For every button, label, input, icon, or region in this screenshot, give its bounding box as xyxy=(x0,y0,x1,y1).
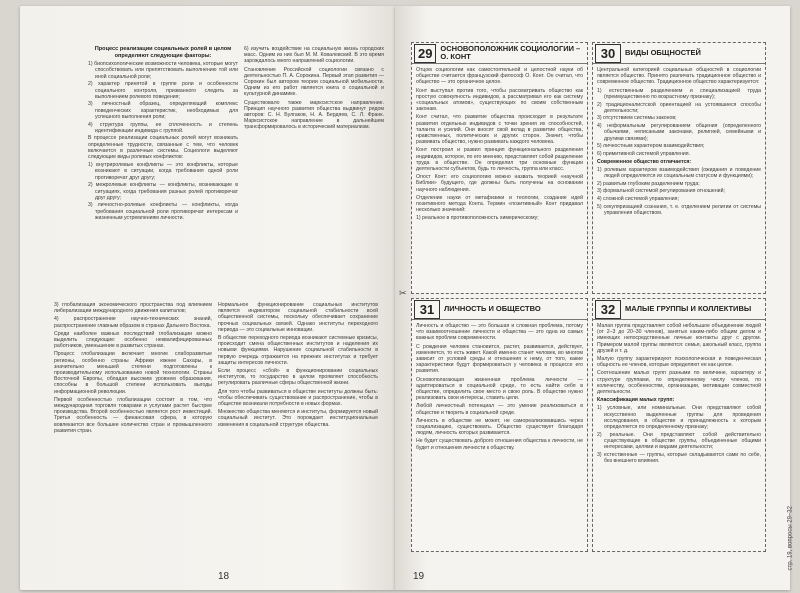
paragraph: Процесс глобализации включает многие слаборазвитые регионы, особенно страны Африки южнее Сахары, в значительно меньшей степени подготовлены к производительному использованию новой технологии. Страны Восточной Европы, обладая высоким уровнем образования, способны в большой степени использовать выгоды информационной революции. xyxy=(54,351,212,395)
list-item: 5) секуляризацией сознания, т. е. отделением религии от системы управления обществом. xyxy=(597,203,761,217)
paragraph: Не будет существовать доброго отношения общества к личности, не будет и отношения личности к обществу. xyxy=(416,438,583,451)
list-item: 3) формальной системой регулирования отношений; xyxy=(597,188,725,195)
paragraph: Отделение науки от метафизики и теологии, создание идей позитивного метода Конта. Термин «позитивный» Конт придавал несколько значений: xyxy=(416,194,583,214)
factors-heading: Процесс реализации социальных ролей в целом определяют следующие факторы: xyxy=(94,46,232,59)
section-number: 29 xyxy=(414,44,436,63)
list-item: 1) реальное в противоположность химерическому; xyxy=(416,215,539,222)
list-item: 1) условные, или номинальные. Они представляют собой искусственно выделенные группы для проведения исследования, в обществе и принадлежность к которым определяется по определенному признаку; xyxy=(597,405,761,431)
list-item: 4) сложной системой управления; xyxy=(597,196,679,203)
subheading: Современное общество отличается: xyxy=(597,158,692,165)
paragraph: Нормальное функционирование социальных институтов является индикатором социальной стабильности всей общественной системы, поскольку обеспечивает сохранение прочных социальных связей. Однако институты переходного периода — это социальные инновации. xyxy=(218,302,378,333)
left-page xyxy=(20,6,395,590)
section-32 xyxy=(592,298,766,552)
right-page xyxy=(395,6,793,590)
page-number-right: 19 xyxy=(413,571,425,582)
list-item: 6) примитивной системой управления. xyxy=(597,150,691,157)
paragraph: Становление Российской социологии связано с деятельностью П. А. Сорокина. Первый этап развития — Сорокин был автором теории социальной мобильности. Одним из его работ является книга о социальной и культурной динамике. xyxy=(244,66,384,98)
paragraph: Конт выступал против того, чтобы рассматривать общество как простую совокупность индивидов, а рассматривал его как систему «социальных атомов», существующих по своим собственным законам. xyxy=(416,87,583,113)
paragraph: В обществе переходного периода возникают системные кризисы, происходит смена общественных институтов и наделения их новыми функциями. Нарушение социальной стабильности в первую очередь отражается на прежних институтах и требует защиты интересов личности. xyxy=(218,335,378,366)
paragraph: Среди наиболее важных последствий глобализации можно выделить следующие: особенно неквалифицированных работников, уменьшение в развитых странах. xyxy=(54,330,212,350)
paragraph: Основополагающая жизненная проблема личности — адаптироваться в социальной среде, то есть найти себя в обществе, определить свое место и свою роль. В обществе нужно реализовать свои интересы, ставить цели. xyxy=(416,376,583,402)
paragraph: Конт считал, что развитие общества происходит в результате развития отдельных индивидов с точки зрения их способностей, таланта и усилий. Они вносят свой вклад в развитие общества, нравственных, политических и других сторон. Значит, чтобы развивать общество, нужно развивать каждого человека. xyxy=(416,114,583,146)
section-number: 31 xyxy=(414,300,440,319)
paragraph: Конт построил и развил принцип функционального разделения индивидов, которое, по его мнению, представляет собой разделение труда в обществе. Он определил три основные функции деятельности субъектов, будь то личность, группа или класс. xyxy=(416,147,584,173)
paragraph: Отцом социологии как самостоятельной и целостной науки об обществе считается французский философ О. Конт. Он считал, что общество — это органичное целое. xyxy=(416,67,583,86)
paragraph: Множество общества меняются и институты, формируется новый социальный институт. Это порождает институциональные изменения в социальной структуре общества. xyxy=(218,409,378,428)
section-title: ОСНОВОПОЛОЖНИК СОЦИОЛОГИИ – О. КОНТ xyxy=(440,44,581,61)
section-title: МАЛЫЕ ГРУППЫ И КОЛЛЕКТИВЫ xyxy=(625,304,752,313)
paragraph: Для того чтобы развиваться в обществе институты должны быть: чтобы обеспечивать существование и распространение, чтобы в обществе возникали потребности в новых формах. xyxy=(218,388,378,408)
paragraph: Огюст Конт: его социологию можно назвать теорией «научной Библии» будущего, где должны быть получены на основании научного наблюдения. xyxy=(416,174,583,193)
left-col1-top xyxy=(88,46,238,223)
page-number-left: 18 xyxy=(218,571,230,582)
left-col1-bottom xyxy=(54,302,212,436)
list-item: 3) отсутствием системы законов; xyxy=(597,115,677,122)
section-body xyxy=(412,320,587,456)
paragraph: Соотношение малых групп разными по величине, характеру и структуре группами, по определенному числу членов, по количеству, особенностям, организации, мотивации совместной деятельности. xyxy=(597,370,761,396)
paragraph: Любой личностный потенциал — это умение реализоваться в обществе и творить в социальной среде. xyxy=(416,403,583,416)
section-body xyxy=(412,64,587,226)
list-item: 2) реальные. Они представляют собой действительно существующие в обществе группы, объединенные общими интересами, целями и видами деятельности; xyxy=(597,431,761,451)
paragraph: 6) изучить воздействие на социальную жизнь городских масс. Одним из них был М. М. Ковалевский. В это время зарождалось много направлений социологии. xyxy=(244,46,384,65)
paragraph: Если процесс «сбой» в функционировании социальных институтов, то государство в целом проявляет способность регулировать различные сферы общественной жизни. xyxy=(218,368,378,387)
section-header xyxy=(412,43,587,64)
factor-item: 2) характер принятой в группе роли и особенности социального контроля, призванного следить за выполнением ролевого поведения; xyxy=(88,81,238,100)
section-header xyxy=(412,299,587,320)
factor-item: 4) структура группы, ее сплоченность и степень идентификации индивида с группой. xyxy=(88,121,238,134)
section-header xyxy=(593,43,765,64)
side-label: стр. 19, вопросы 29–32 xyxy=(787,506,793,571)
paragraph: Малую группу характеризуют психологическая и поведенческая общность ее членов, которые определяют ее как целое. xyxy=(597,356,761,369)
paragraph: Личность в обществе не может, не самореализовавшись через социализацию, существовать. Общество существует благодаря людям, личность которых развивается. xyxy=(416,417,583,437)
factor-item: 1) биопсихологические возможности человека, которые могут способствовать или препятствовать выполнению той или иной социальной роли; xyxy=(88,61,238,80)
section-31 xyxy=(411,298,588,552)
section-30 xyxy=(592,42,766,294)
list-item: 2) развитым глубоким разделением труда; xyxy=(597,180,700,187)
conflict-item: 3) личностно-ролевые конфликты — конфликты, когда требования социальной роли противоречат интересам и жизненным устремлениям личности. xyxy=(88,202,238,221)
section-header xyxy=(593,299,765,320)
conflict-item: 2) межролевые конфликты — конфликты, возникающие в ситуациях, когда требования разных ролей противоречат друг другу; xyxy=(88,182,238,201)
section-body xyxy=(593,320,765,469)
left-col2-top xyxy=(244,46,384,133)
list-item: 1) ролевым характером взаимодействия (ожидания и поведение людей определяются их социальным статусом и функциями); xyxy=(597,166,761,180)
section-title: ЛИЧНОСТЬ И ОБЩЕСТВО xyxy=(444,304,541,313)
section-29 xyxy=(411,42,588,294)
list-item: 3) естественные — группы, которые складываются сами по себе, без внешнего влияния. xyxy=(597,451,761,465)
list-item: 2) традиционалистской ориентацией на устоявшиеся способы деятельности; xyxy=(597,101,761,114)
paragraph: Существовало также марксистское направление. Принцип научного развития общества выдвинут рядом авторов: С. Н. Булгаков, Н. А. Бердяев, С. Л. Франк. Марксистское направление в дальнейшем трансформировалось в исторический материализм. xyxy=(244,99,384,131)
paragraph: С рождения человек становится, растет, развивается, действует, изменяется, то есть живет. Какой именно станет человек, во многом зависит от условий среды и отношения к нему, от того, какие характеристики будут формироваться у человека в процессе его развития. xyxy=(416,343,583,375)
list-item: 4) неформальным регулированием общения (определенного обычаями, неписаными законами, религией, семейными и другими связями); xyxy=(597,123,761,142)
paragraph: 3) глобализация экономического пространства под влиянием либерализации международного движения капиталов; xyxy=(54,302,212,315)
subheading: Классификация малых групп: xyxy=(597,397,675,404)
list-item: 5) личностным характером взаимодействия; xyxy=(597,143,705,150)
section-title: ВИДЫ ОБЩНОСТЕЙ xyxy=(625,48,701,57)
list-item: 1) естественным разделением и специализацией труда (преимущественно по возрастному признаку); xyxy=(597,87,761,100)
scissors-icon: ✂ xyxy=(399,288,407,298)
section-number: 30 xyxy=(595,44,621,63)
factor-item: 3) личностный образец, определяющий комплекс поведенческих характеристик, необходимых для успешного выполнения роли; xyxy=(88,101,238,120)
conflict-intro: В процессе реализации социальных ролей могут возникать определенные трудности, связанные с тем, что человек включается в различные системы. Социологи выделяют следующие виды ролевых конфликтов: xyxy=(88,135,238,161)
paragraph: Личность и общество — это большая и сложная проблема, потому что взаимоотношение личности и общества — это одна из самых важных проблем современности. xyxy=(416,323,583,342)
paragraph: Центральной категорией социальных общностей в социологии является общество. Принято различать традиционное общество и современное общество. Традиционное общество характеризуется: xyxy=(597,67,761,86)
section-number: 32 xyxy=(595,300,621,319)
left-col2-bottom xyxy=(218,302,378,430)
paragraph: Малая группа представляет собой небольшое объединение людей (от 2–3 до 20–30 членов), занятых каким-либо общим делом и имеющих непосредственные личные контакты друг с другом. Примером малой группы являются: семья, школьный класс, группа друзей и т. д. xyxy=(597,323,761,354)
paragraph: 4) распространение научно-технических знаний, распространение главным образом в странах Дальнего Востока. xyxy=(54,316,212,329)
conflict-item: 1) внутриролевые конфликты — это конфликты, которые возникают в ситуации, когда требования одной роли противоречат друг другу; xyxy=(88,162,238,181)
section-body xyxy=(593,64,765,221)
paragraph: Первой особенностью глобализации состоит в том, что международная торговля товарами и услугами растет быстрее производства. Второй особенностью является рост инвестиций. Третья особенность — финансовая сфера, в которую вовлекается все большее количество стран и промышленного развития стран. xyxy=(54,396,212,434)
